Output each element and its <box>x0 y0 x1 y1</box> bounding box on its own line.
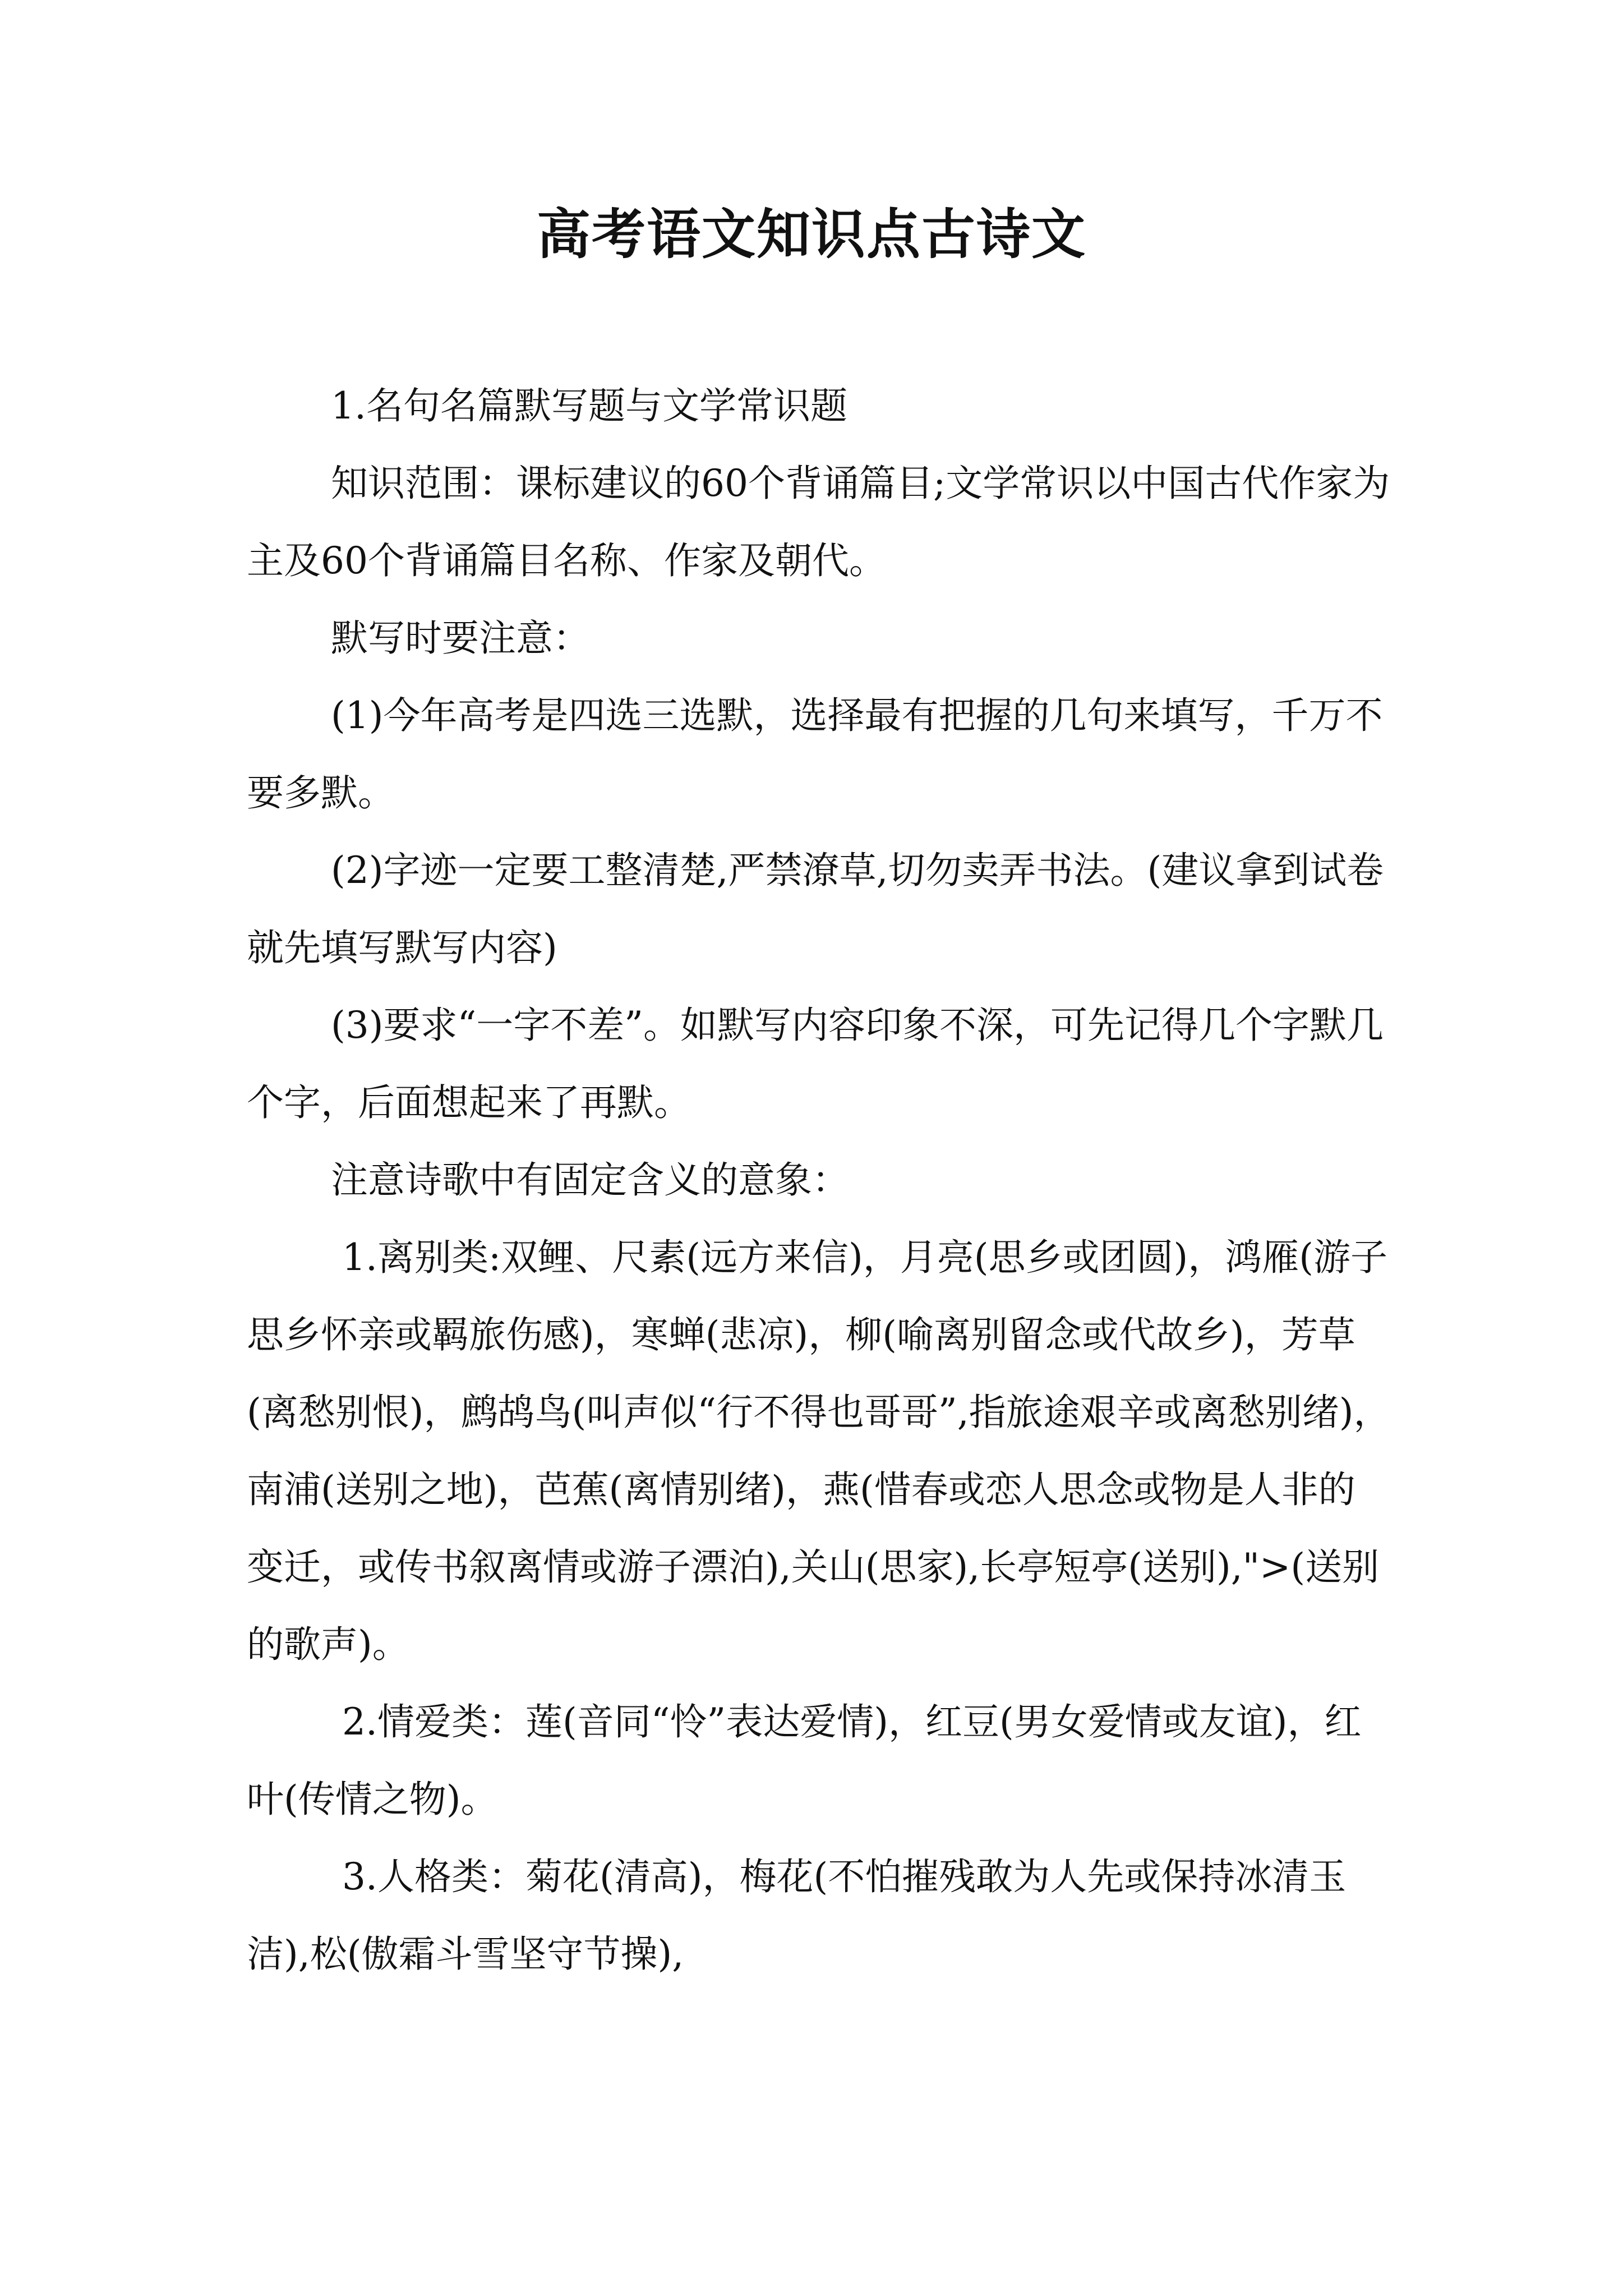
paragraph-section-heading: 1.名句名篇默写题与文学常识题 <box>331 384 847 427</box>
paragraph-note-1: (1)今年高考是四选三选默，选择最有把握的几句来填写，千万不要多默。 <box>247 694 1383 815</box>
paragraph-imagery-parting: 1.离别类:双鲤、尺素(远方来信)，月亮(思乡或团圆)，鸿雁(游子思乡怀亲或羁旅伤感)，寒蝉(悲凉)，柳(喻离别留念或代故乡)，芳草(离愁别恨)，鹧鸪鸟(叫声似“行不得也哥哥”,指旅途艰辛或离愁别绪)，南浦(送别之地)，芭蕉(离情别绪)，燕(惜春或恋人思念或物是人非的变迁，或传书叙离情或游子漂泊),关山(思家),长亭短亭(送别),">(送别的歌声)。 <box>247 1236 1391 1666</box>
paragraph-note-3: (3)要求“一字不差”。如默写内容印象不深，可先记得几个字默几个字，后面想起来了再默。 <box>247 1004 1384 1124</box>
paragraph-dictation-notes: 默写时要注意： <box>331 616 590 660</box>
document-body <box>247 367 1391 1993</box>
paragraph-imagery-intro: 注意诗歌中有固定含义的意象： <box>331 1158 849 1202</box>
paragraph-imagery-love: 2.情爱类：莲(音同“怜”表达爱情)，红豆(男女爱情或友谊)，红叶(传情之物)。 <box>247 1700 1362 1821</box>
paragraph-knowledge-scope: 知识范围：课标建议的60个背诵篇目;文学常识以中国古代作家为主及60个背诵篇目名称、作家及朝代。 <box>247 462 1390 582</box>
document-title: 高考语文知识点古诗文 <box>537 203 1086 266</box>
paragraph-imagery-character: 3.人格类：菊花(清高)，梅花(不怕摧残敢为人先或保持冰清玉洁),松(傲霜斗雪坚守节操), <box>247 1855 1347 1976</box>
paragraph-note-2: (2)字迹一定要工整清楚,严禁潦草,切勿卖弄书法。(建议拿到试卷就先填写默写内容) <box>247 849 1384 969</box>
